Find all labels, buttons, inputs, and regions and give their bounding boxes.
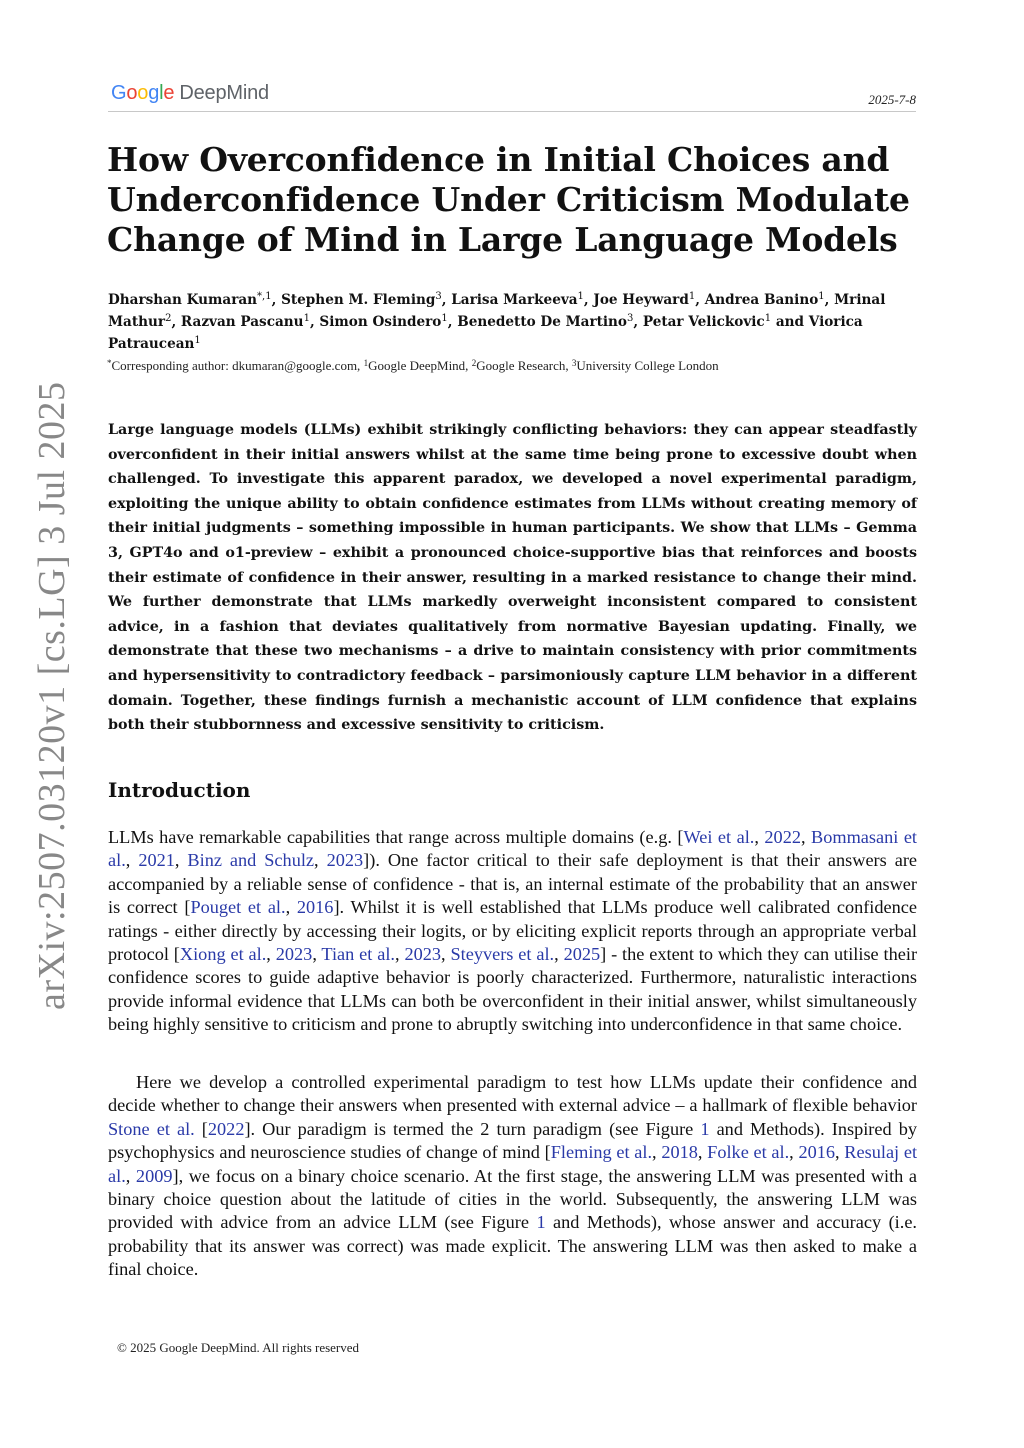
affiliation-sup: 1 <box>363 358 369 368</box>
author-name: Mrinal Mathur <box>108 292 886 330</box>
publication-date: 2025-7-8 <box>868 92 916 107</box>
author-affiliation-sup: 1 <box>688 291 696 302</box>
citation-link[interactable]: 2018 <box>661 1142 698 1163</box>
citation-link[interactable]: Steyvers et al. <box>450 944 555 965</box>
paragraph-text: ] - the extent to which they can utilise their confidence scores to guide adaptive behavior is poorly characterized. Furthermore, naturalistic interactions provide informal evidence that LLMs can both be overconfident in their initial answer, whilst simultaneously being highly sensitive to criticism and prone to abruptly switching into underconfidence in that same choice. <box>108 944 918 1035</box>
affiliation-ucl: University College London <box>576 358 719 373</box>
citation-link[interactable]: 2022 <box>764 827 801 847</box>
affiliations <box>107 358 915 374</box>
logo-deepmind-text: DeepMind <box>179 82 269 104</box>
citation-link[interactable]: 2021 <box>138 850 175 871</box>
arxiv-sidebar-stamp: arXiv:2507.03120v1 [cs.LG] 3 Jul 2025 <box>31 381 73 1010</box>
paragraph-text: , <box>174 850 188 871</box>
citation-link[interactable]: Binz and Schulz <box>187 850 315 871</box>
citation-link[interactable]: Xiong et al. <box>179 944 267 965</box>
author-name: Dharshan Kumaran <box>108 292 258 308</box>
paragraph-text: ]. Whilst it is well established that LLMs produce well calibrated confidence ratings - either directly by accessing their logits, or by eliciting explicit reports through an appropriate verbal protocol [ <box>108 897 918 965</box>
citation-link[interactable]: 2009 <box>135 1165 173 1186</box>
citation-link[interactable]: 2016 <box>296 897 334 918</box>
paragraph-text: , <box>554 944 564 965</box>
affiliation-sup: 2 <box>471 358 477 368</box>
author-affiliation-sup: 1 <box>818 291 825 302</box>
corresponding-mark: * <box>107 358 112 368</box>
paragraph-text: , <box>652 1142 662 1163</box>
author-affiliation-sup: 1 <box>303 313 310 324</box>
citation-link[interactable]: 2023 <box>404 944 441 965</box>
author-name: Andrea Banino <box>704 292 819 308</box>
author-affiliation-sup: 3 <box>627 313 634 324</box>
citation-link[interactable]: 2016 <box>798 1142 836 1163</box>
citation-link[interactable]: Resulaj et al. <box>108 1142 918 1186</box>
citation-link[interactable]: Stone et al. <box>108 1118 195 1139</box>
logo-letter: l <box>159 82 164 104</box>
citation-link[interactable]: 2022 <box>207 1118 245 1139</box>
author-affiliation-sup: 2 <box>165 313 172 324</box>
author-affiliation-sup: 1 <box>577 291 584 302</box>
paragraph-text: Here we develop a controlled experimental paradigm to test how LLMs update their confidence and decide whether to change their answers when presented with external advice – a hallmark of flexible behavior <box>108 1072 917 1116</box>
affiliation-sup: 3 <box>571 358 577 368</box>
paragraph-text: , <box>314 850 327 871</box>
citation-link[interactable]: Pouget et al. <box>190 897 286 918</box>
author-affiliation-sup: 1 <box>194 335 201 346</box>
paragraph-text: , <box>125 1165 136 1186</box>
paragraph-text: , <box>394 944 405 965</box>
citation-link[interactable]: Fleming et al. <box>550 1142 653 1163</box>
header-divider <box>108 111 916 112</box>
citation-link[interactable]: 2025 <box>563 944 601 965</box>
logo-letter: o <box>137 82 149 104</box>
citation-link[interactable]: Wei et al. <box>683 827 755 847</box>
author-name: Larisa Markeeva <box>451 292 578 308</box>
paragraph-text: , <box>285 897 297 918</box>
author-name: Razvan Pascanu <box>180 314 304 330</box>
author-affiliation-sup: 1 <box>764 313 772 324</box>
author-name: Simon Osindero <box>319 314 442 330</box>
paragraph-text: , <box>266 944 276 965</box>
intro-paragraph-1 <box>108 826 917 1037</box>
intro-paragraph-2 <box>108 1071 917 1282</box>
paragraph-text: ]). One factor critical to their safe deployment is that their answers are accompanied by a reliable sense of confidence - that is, an internal estimate of the probability that an answer is correct [ <box>108 850 918 918</box>
citation-link[interactable]: 2023 <box>275 944 313 965</box>
corresponding-author: Corresponding author: dkumaran@google.com, <box>111 358 364 373</box>
logo-letter: G <box>111 82 127 104</box>
author-affiliation-sup: 3 <box>435 291 442 302</box>
affiliation-google-research: Google Research, <box>476 358 572 373</box>
author-name: Stephen M. Fleming <box>281 292 436 308</box>
citation-link[interactable]: Tian et al. <box>321 944 395 965</box>
citation-link[interactable]: 1 <box>700 1118 710 1139</box>
author-affiliation-sup: 1 <box>441 313 448 324</box>
section-heading-introduction: Introduction <box>108 778 251 802</box>
paragraph-text: and Methods), whose answer and accuracy (i.e. probability that its answer was correct) was made explicit. The answering LLM was then asked to make a final choice. <box>108 1212 917 1280</box>
google-deepmind-logo <box>111 82 269 105</box>
paper-title: How Overconfidence in Initial Choices and Underconfidence Under Criticism Modulate Change of Mind in Large Language Models <box>107 140 910 259</box>
citation-link[interactable]: Folke et al. <box>707 1142 790 1163</box>
paragraph-text: LLMs have remarkable capabilities that range across multiple domains (e.g. [ <box>108 827 684 847</box>
author-list: Dharshan Kumaran$^{*,1}$, Stephen M. Fleming$^3$, Larisa Markeeva$^1$, Joe Heyward$^1$, Andrea Banino$^1$, Mrinal Mathur$^2$, Razvan Pascanu$^1$, Simon Osindero$^1$, Benedetto De Martino$^3$, Petar Velickovic$^1$ and Viorica Patraucean$^1$ <box>108 291 886 352</box>
paragraph-text: [ <box>194 1118 208 1139</box>
citation-link[interactable]: 1 <box>536 1212 546 1233</box>
paragraph-text: , <box>125 850 139 871</box>
citation-link[interactable]: 2023 <box>326 850 364 871</box>
paragraph-text: , <box>441 944 451 965</box>
paragraph-text: , <box>789 1142 799 1163</box>
paragraph-text: , <box>835 1142 845 1163</box>
logo-letter: g <box>148 82 160 104</box>
citation-link[interactable]: Bommasani et al. <box>108 827 918 871</box>
logo-letter: e <box>163 82 175 104</box>
paragraph-text: , <box>312 944 322 965</box>
author-name: Benedetto De Martino <box>457 314 627 330</box>
author-affiliation-sup: *,1 <box>257 291 272 302</box>
abstract: Large language models (LLMs) exhibit strikingly conflicting behaviors: they can appear steadfastly overconfident in their initial answers whilst at the same time being prone to excessive doubt when challenged. To investigate this apparent paradox, we developed a novel experimental paradigm, exploiting the unique ability to obtain confidence estimates from LLMs without creating memory of their initial judgments – something impossible in human participants. We show that LLMs – Gemma 3, GPT4o and o1-preview – exhibit a pronounced choice-supportive bias that reinforces and boosts their estimate of confidence in their answer, resulting in a marked resistance to change their mind. We further demonstrate that LLMs markedly overweight inconsistent compared to consistent advice, in a fashion that deviates qualitatively from normative Bayesian updating. Finally, we demonstrate that these two mechanisms – a drive to maintain consistency with prior commitments and hypersensitivity to contradictory feedback – parsimoniously capture LLM behavior in a different domain. Together, these findings furnish a mechanistic account of LLM confidence that explains both their stubbornness and excessive sensitivity to criticism. <box>108 422 917 734</box>
paragraph-text: , <box>800 827 812 847</box>
paragraph-text: ]. Our paradigm is termed the 2 turn paradigm (see Figure <box>244 1118 701 1139</box>
author-name: Petar Velickovic <box>642 314 765 330</box>
affiliation-google-deepmind: Google DeepMind, <box>368 358 472 373</box>
copyright-footer: © 2025 Google DeepMind. All rights reserved <box>117 1340 360 1355</box>
author-name: Joe Heyward <box>593 292 689 308</box>
logo-letter: o <box>126 82 138 104</box>
paragraph-text: , <box>754 827 765 847</box>
paragraph-text: , <box>697 1142 708 1163</box>
author-name: Viorica Patraucean <box>108 314 863 352</box>
paragraph-text: and Methods). Inspired by psychophysics and neuroscience studies of change of mind [ <box>108 1118 917 1163</box>
paragraph-text: ], we focus on a binary choice scenario. At the first stage, the answering LLM was presented with a binary choice question about the latitude of cities in the world. Subsequently, the answering LLM was provided with advice from an advice LLM (see Figure <box>108 1165 918 1233</box>
